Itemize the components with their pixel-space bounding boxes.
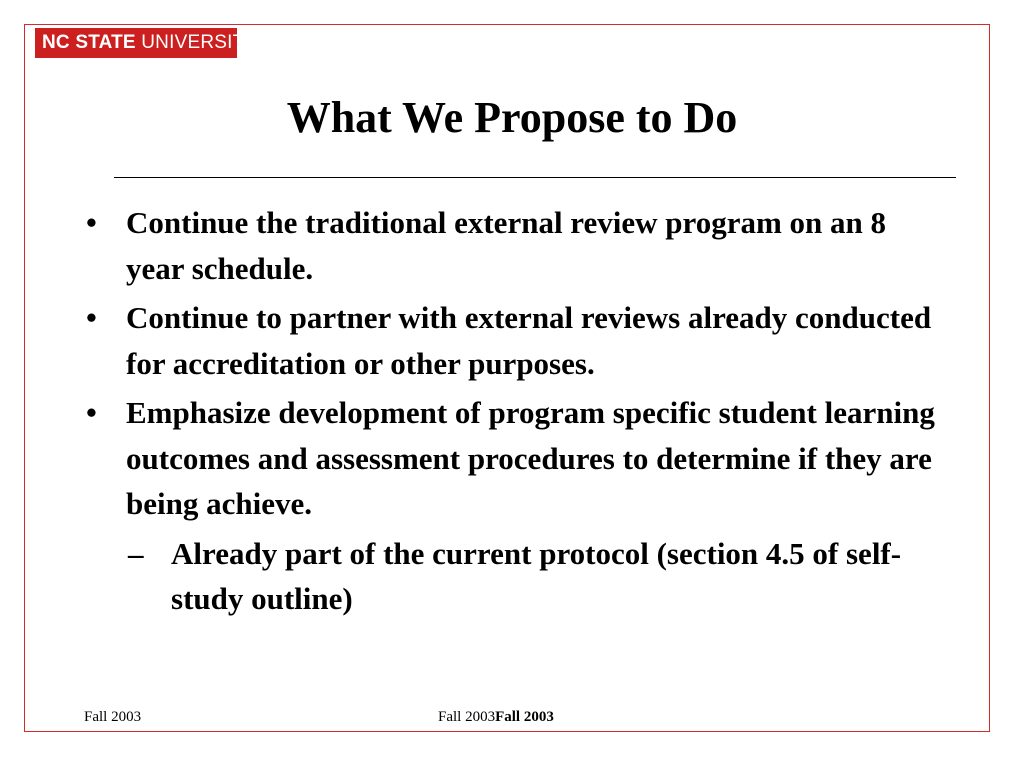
- bullet-glyph: •: [86, 300, 97, 335]
- logo-bold-text: NC STATE: [42, 32, 136, 53]
- bullet-item: [82, 295, 942, 386]
- bullet-text: Continue the traditional external review program on an 8 year schedule.: [126, 205, 887, 286]
- slide-title: What We Propose to Do: [286, 93, 738, 142]
- title-divider: [114, 177, 956, 178]
- university-logo: [35, 28, 258, 58]
- footer-center: [438, 709, 554, 726]
- footer-center-bold: Fall 2003: [495, 709, 554, 725]
- bullet-glyph: •: [86, 205, 97, 240]
- bullet-glyph: •: [86, 395, 97, 430]
- sub-bullet-item: [82, 531, 942, 622]
- footer-date-left: Fall 2003: [84, 709, 142, 725]
- bullet-item: [82, 200, 942, 291]
- sub-bullet-text: Already part of the current protocol (section 4.5 of self-study outline): [171, 535, 902, 616]
- slide-body: [82, 200, 942, 622]
- bullet-item: [82, 390, 942, 527]
- footer-center-regular: Fall 2003: [438, 709, 496, 725]
- bullet-text: Continue to partner with external reviews already conducted for accreditation or other purposes.: [126, 300, 932, 381]
- logo-rest-text: UNIVERSITY: [135, 32, 258, 53]
- sub-bullet-glyph: –: [128, 535, 144, 571]
- bullet-text: Emphasize development of program specific student learning outcomes and assessment procedures to determine if they are being achieve.: [126, 395, 935, 521]
